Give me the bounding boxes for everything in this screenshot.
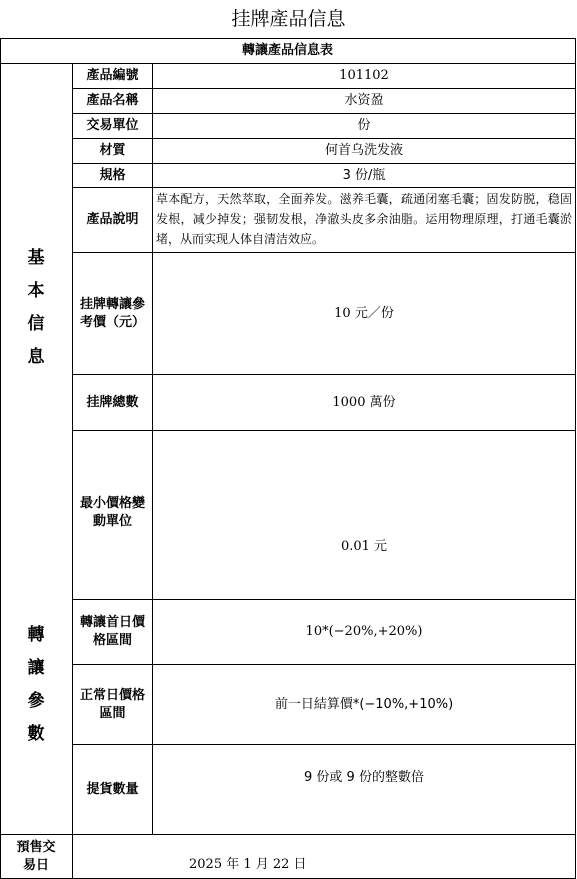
value-presale-day: 2025 年 1 月 22 日: [73, 835, 576, 879]
group-transfer-params: [28, 611, 45, 758]
label-reference-price: 挂牌轉讓參考價（元）: [73, 253, 153, 375]
label-delivery-quantity: 提貨數量: [73, 745, 153, 835]
value-total-listed: 1000 萬份: [153, 375, 576, 431]
group-basic-char-3: 信: [27, 314, 45, 334]
value-normal-day-range: 前一日結算價*(−10%,+10%): [153, 665, 576, 745]
page-title: 挂牌產品信息: [231, 8, 346, 30]
value-specification: 3 份/瓶: [153, 164, 576, 188]
label-first-day-range: 轉讓首日價格區間: [73, 600, 153, 665]
group-basic-char-2: 本: [27, 281, 45, 301]
value-material: 何首乌洗发液: [153, 139, 576, 164]
label-product-name: 產品名稱: [73, 89, 153, 114]
label-total-listed: 挂牌總數: [73, 375, 153, 431]
value-trading-unit: 份: [153, 114, 576, 139]
label-product-description: 產品說明: [73, 188, 153, 253]
value-product-description: 草本配方，天然萃取，全面养发。滋养毛囊，疏通闭塞毛囊；固发防脱，稳固发根，减少掉发；强韧发根，净澈头皮多余油脂。运用物理原理，打通毛囊淤堵，从而实现人体自清洁效应。: [153, 188, 576, 253]
value-delivery-quantity: 9 份或 9 份的整數倍: [153, 745, 576, 835]
group-basic-char-4: 息: [27, 347, 45, 367]
group-basic-info: [28, 234, 45, 381]
value-product-name: 水资盈: [153, 89, 576, 114]
value-reference-price: 10 元／份: [153, 253, 576, 375]
label-specification: 規格: [73, 164, 153, 188]
value-first-day-range: 10*(−20%,+20%): [153, 600, 576, 665]
label-product-code: 產品編號: [73, 64, 153, 89]
label-min-price-tick: 最小價格變動單位: [73, 431, 153, 600]
table-title: 轉讓產品信息表: [0, 38, 576, 64]
label-normal-day-range: 正常日價格區間: [73, 665, 153, 745]
group-transfer-char-1: 轉: [27, 625, 45, 645]
group-transfer-char-4: 數: [27, 724, 45, 744]
label-material: 材質: [73, 139, 153, 164]
value-product-code: 101102: [153, 64, 576, 89]
group-transfer-char-3: 參: [27, 691, 45, 711]
product-info-table: [0, 38, 576, 879]
group-basic-char-1: 基: [27, 248, 45, 268]
group-column: [0, 64, 73, 835]
value-min-price-tick: 0.01 元: [153, 431, 576, 600]
group-transfer-char-2: 讓: [27, 658, 45, 678]
label-trading-unit: 交易單位: [73, 114, 153, 139]
label-presale-day: 預售交易日: [0, 835, 73, 879]
